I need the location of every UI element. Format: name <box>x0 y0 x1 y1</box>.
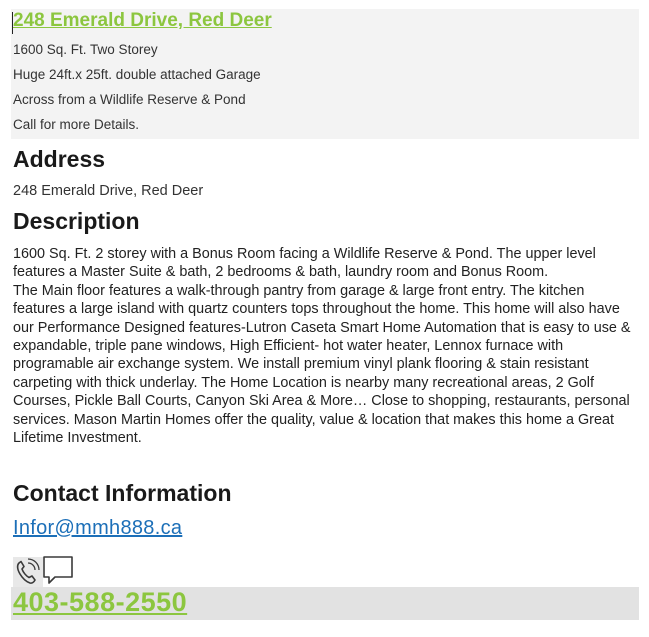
description-heading: Description <box>13 208 140 234</box>
listing-title-link[interactable]: 248 Emerald Drive, Red Deer <box>13 10 272 31</box>
listing-line-call: Call for more Details. <box>13 117 140 132</box>
description-body: 1600 Sq. Ft. 2 storey with a Bonus Room facing a Wildlife Reserve & Pond. The upper level features a Master Suite & bath, 2 bedrooms & bath, laundry room and Bonus Room. The Main floor features a walk-through pantry from garage & large front entry. The kitchen features a large island with quartz counters tops throughout the home. This home will also have our Performance Designed features-Lutron Caseta Smart Home Automation that is easy to use & expandable, triple pane windows, High Efficient- hot water heater, Lennox furnace with programable air exchange system. We install premium vinyl plank flooring & stain resistant carpeting with thick underlay. The Home Location is nearby many recreational areas, 2 Golf Courses, Pickle Ball Courts, Canyon Ski Area & More… Close to shopping, restaurants, personal services. Mason Martin Homes offer the quality, value & location that makes this home a Great Lifetime Investment. <box>13 246 631 447</box>
listing-line-location: Across from a Wildlife Reserve & Pond <box>13 92 246 107</box>
email-link[interactable]: Infor@mmh888.ca <box>13 517 183 539</box>
listing-card <box>11 9 639 139</box>
listing-line-garage: Huge 24ft.x 25ft. double attached Garage <box>13 67 261 82</box>
contact-heading: Contact Information <box>13 480 232 506</box>
contact-icons-graphic <box>13 555 75 588</box>
address-heading: Address <box>13 146 106 172</box>
contact-icons <box>13 555 75 588</box>
chat-bubble-icon[interactable] <box>44 557 72 583</box>
listing-line-size: 1600 Sq. Ft. Two Storey <box>13 42 158 57</box>
phone-number-link[interactable]: 403-588-2550 <box>13 587 188 617</box>
phone-bar <box>11 587 639 620</box>
address-text: 248 Emerald Drive, Red Deer <box>13 183 204 199</box>
